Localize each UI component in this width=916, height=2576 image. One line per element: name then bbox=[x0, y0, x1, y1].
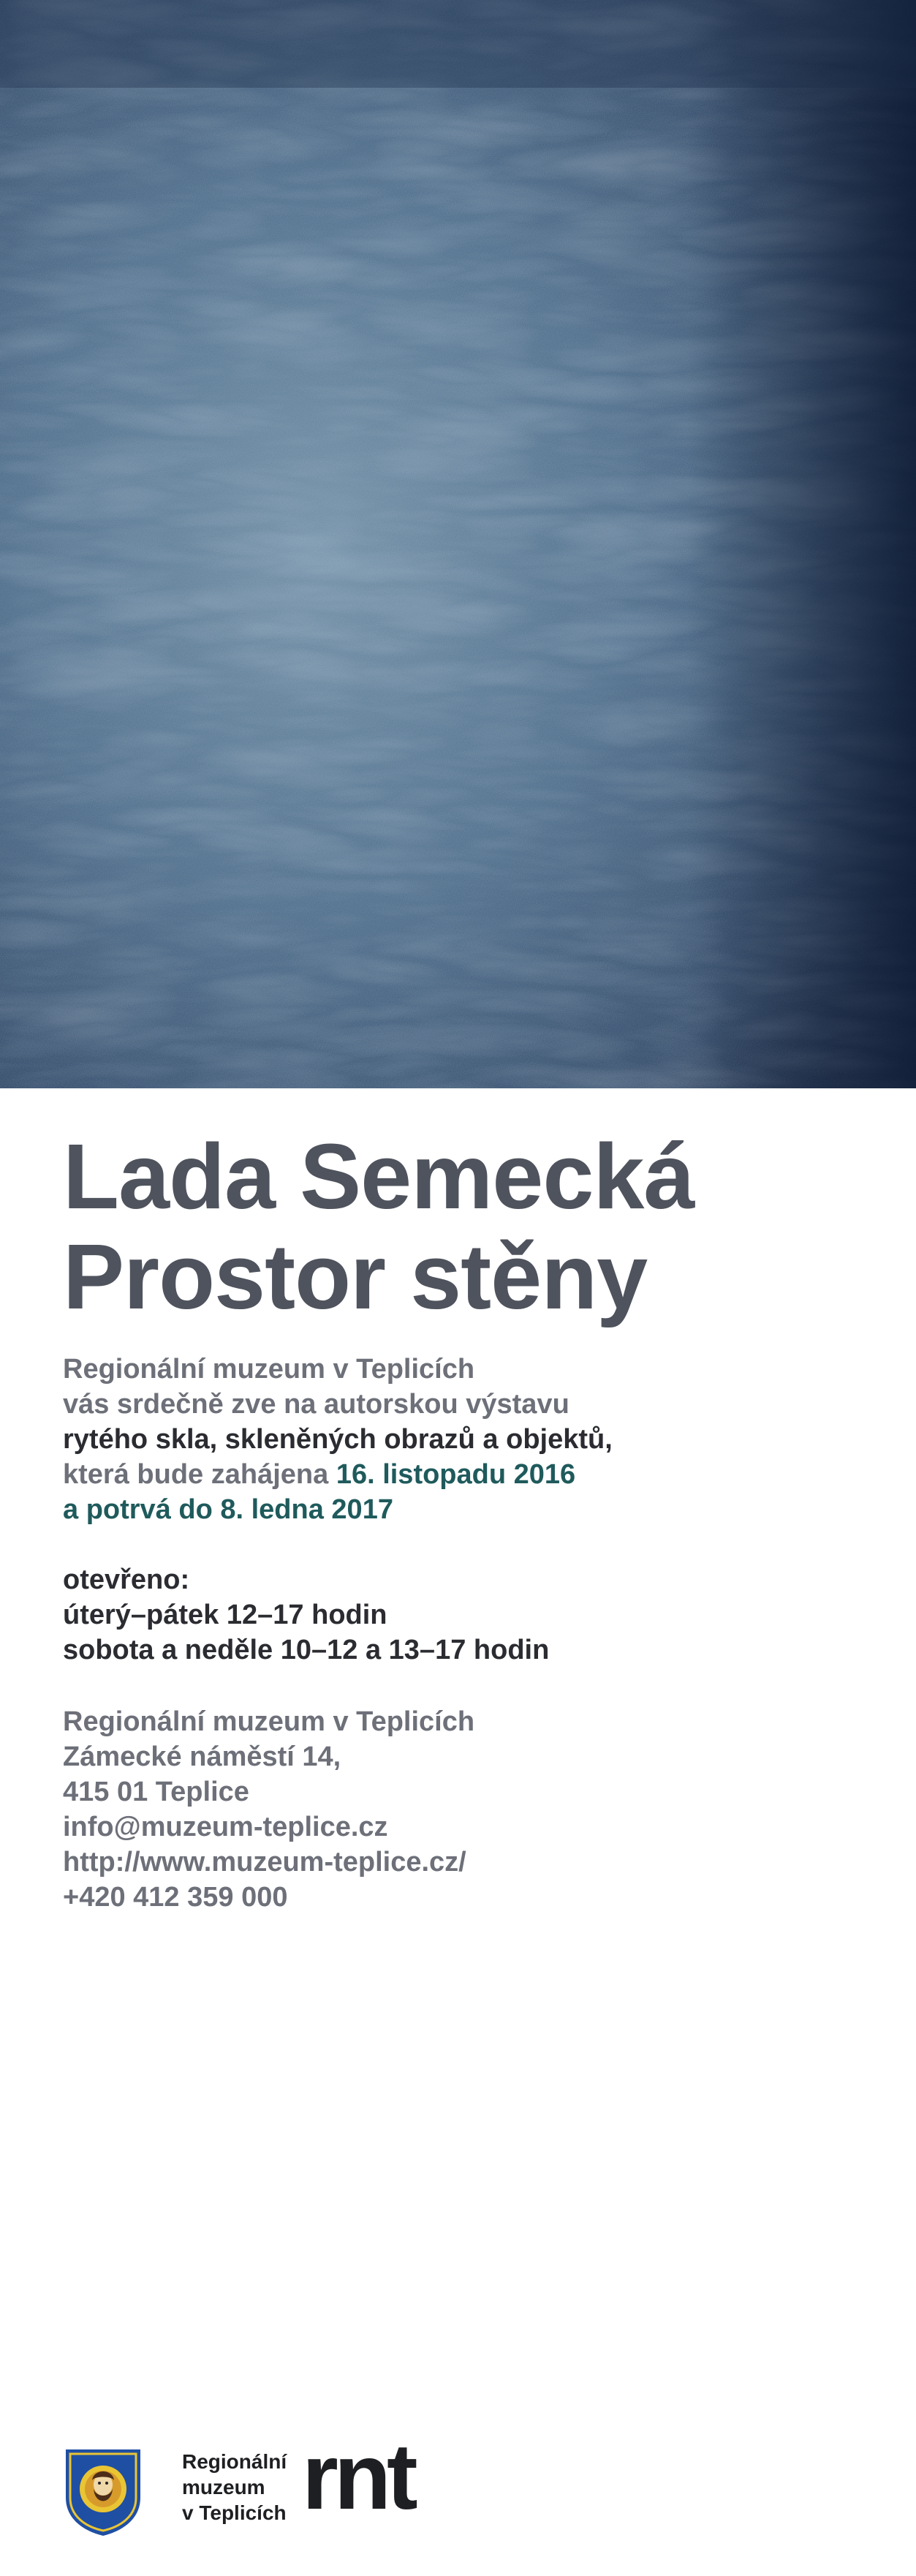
opening-date-line bbox=[63, 1457, 613, 1492]
city-address: 415 01 Teplice bbox=[63, 1777, 249, 1807]
invitation-line: vás srdečně zve na autorskou výstavu bbox=[63, 1389, 569, 1420]
website-link[interactable]: http://www.muzeum-teplice.cz/ bbox=[63, 1847, 466, 1878]
closing-date: a potrvá do 8. ledna 2017 bbox=[63, 1494, 393, 1525]
invitation-line: rytého skla, skleněných obrazů a objektů, bbox=[63, 1424, 613, 1455]
exhibition-title bbox=[63, 1126, 694, 1327]
invitation-line: Regionální muzeum v Teplicích bbox=[63, 1354, 475, 1385]
hours-weekend: sobota a neděle 10–12 a 13–17 hodin bbox=[63, 1635, 550, 1665]
street-address: Zámecké náměstí 14, bbox=[63, 1741, 341, 1772]
email-link[interactable]: info@muzeum-teplice.cz bbox=[63, 1812, 388, 1842]
invitation-text bbox=[63, 1352, 613, 1527]
footer-name-line: v Teplicích bbox=[182, 2501, 287, 2524]
artist-name: Lada Semecká bbox=[63, 1125, 694, 1228]
museum-name: Regionální muzeum v Teplicích bbox=[63, 1706, 475, 1737]
invitation-prefix: která bude zahájena bbox=[63, 1459, 336, 1490]
museum-logo-mark: rnt bbox=[302, 2425, 414, 2529]
museum-crest-icon bbox=[63, 2447, 143, 2538]
footer-name-line: Regionální bbox=[182, 2450, 287, 2473]
hours-weekdays: úterý–pátek 12–17 hodin bbox=[63, 1600, 387, 1630]
opening-hours bbox=[63, 1562, 549, 1668]
phone-number: +420 412 359 000 bbox=[63, 1882, 288, 1913]
contact-info bbox=[63, 1704, 474, 1915]
hours-heading: otevřeno: bbox=[63, 1564, 190, 1595]
opening-date: 16. listopadu 2016 bbox=[336, 1459, 576, 1490]
artwork-image bbox=[0, 0, 916, 1088]
footer-museum-name bbox=[182, 2449, 287, 2526]
exhibition-name: Prostor stěny bbox=[63, 1225, 648, 1328]
footer-name-line: muzeum bbox=[182, 2476, 265, 2498]
engraved-glass-artwork bbox=[0, 0, 916, 1088]
